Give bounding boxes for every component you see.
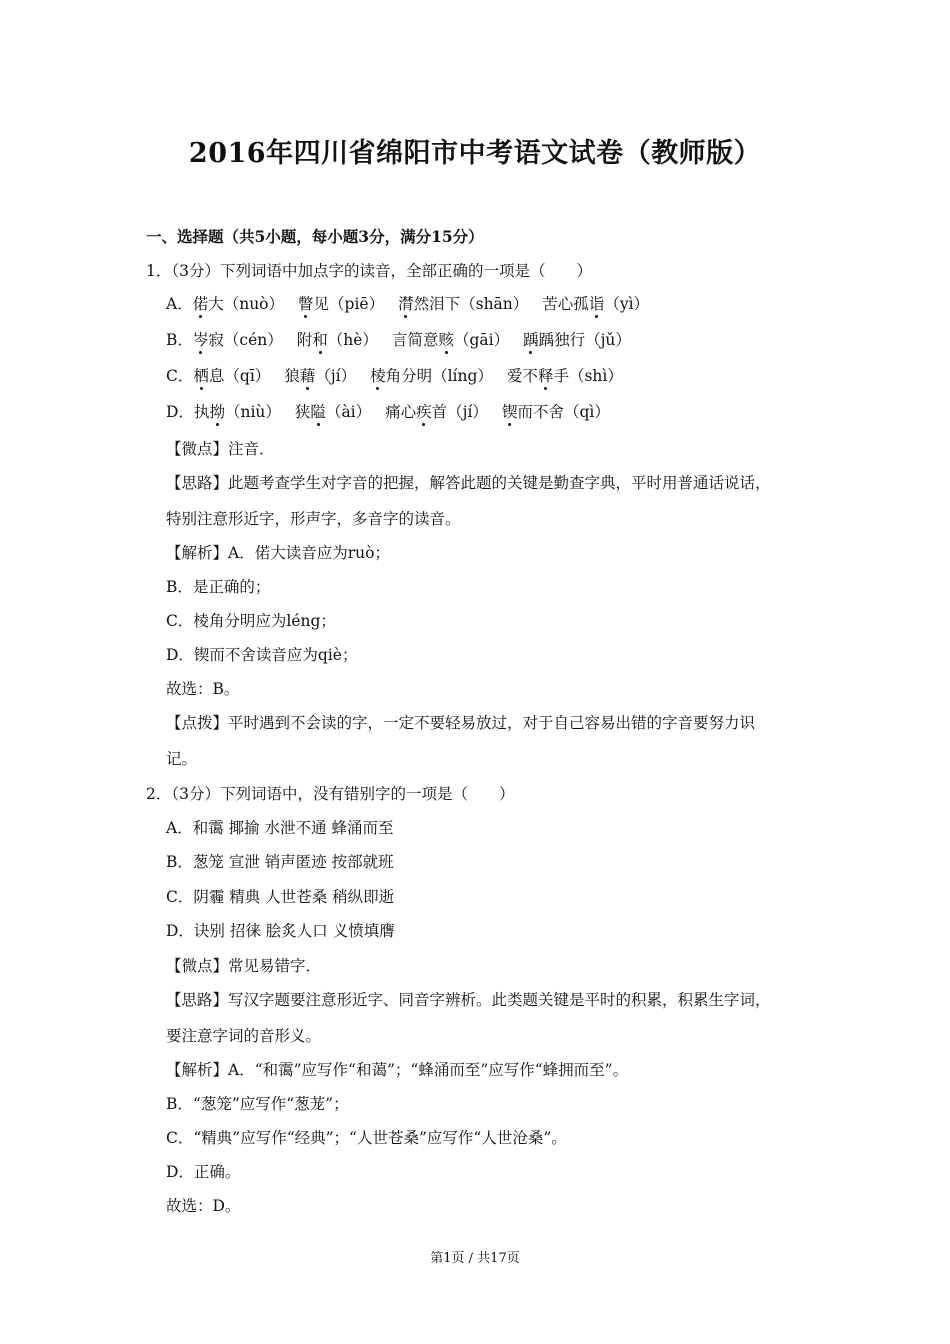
q1-jiexi-line: D．锲而不舍读音应为qiè； (166, 646, 358, 664)
dotted-char: 偌 (192, 295, 209, 313)
option-label: B． (166, 331, 193, 349)
q2-option-c: C．阴霾 精典 人世苍桑 稍纵即逝 (166, 888, 395, 906)
dotted-char: 隘 (310, 403, 326, 421)
dotted-char: 栖 (193, 367, 209, 385)
q1-jiexi-line: C．棱角分明应为léng； (166, 612, 336, 630)
q1-option-d (166, 402, 610, 422)
q1-option-a (166, 294, 649, 314)
option-text: （jí） (315, 367, 357, 385)
option-text: （yì） (604, 295, 650, 313)
dotted-char: 锲 (501, 403, 518, 421)
q2-silu-line2: 要注意字词的音形义。 (166, 1027, 322, 1045)
dotted-char: 潸 (398, 295, 414, 313)
dotted-char: 释 (537, 367, 554, 385)
dotted-char: 诣 (588, 295, 605, 313)
dotted-char: 踽 (523, 331, 539, 349)
dotted-char: 疾 (416, 403, 432, 421)
q2-jiexi-line: C．“精典”应写作“经典”；“人世苍桑”应写作“人世沧桑”。 (166, 1129, 567, 1147)
q1-jiexi-line: B．是正确的； (166, 578, 271, 596)
q2-answer: 故选：D。 (166, 1197, 241, 1215)
option-text: 踽独行（jǔ） (538, 331, 631, 349)
option-text: 爱不 (506, 367, 538, 385)
option-text: 首（jí） (431, 403, 488, 421)
dotted-char: 和 (312, 331, 328, 349)
q1-option-c (166, 366, 623, 386)
q2-weidian: 【微点】常见易错字． (166, 957, 322, 975)
option-text: 角分明（líng） (385, 367, 493, 385)
question-2-stem: 2．（3分）下列词语中，没有错别字的一项是（ ） (146, 785, 515, 803)
option-text: 附 (296, 331, 313, 349)
dotted-char: 赅 (438, 331, 454, 349)
option-text: 狼 (284, 367, 300, 385)
q1-weidian: 【微点】注音． (166, 440, 275, 458)
option-label: A． (166, 295, 193, 313)
option-text: 手（shì） (553, 367, 623, 385)
dotted-char: 岑 (192, 331, 209, 349)
page-title: 2016年四川省绵阳市中考语文试卷（教师版） (188, 138, 762, 169)
q2-jiexi-line: B．“葱笼”应写作“葱茏”； (166, 1095, 349, 1113)
dotted-char: 藉 (299, 367, 316, 385)
q1-silu-line1: 【思路】此题考查学生对字音的把握，解答此题的关键是勤查字典，平时用普通话说话， (166, 474, 771, 492)
q2-option-a: A．和霭 揶揄 水泄不通 蜂涌而至 (166, 819, 394, 837)
section-heading: 一、选择题（共5小题，每小题3分，满分15分） (146, 227, 484, 246)
q1-answer: 故选：B。 (166, 680, 240, 698)
option-text: 息（qī） (208, 367, 271, 385)
q2-option-b: B．葱笼 宣泄 销声匿迹 按部就班 (166, 853, 394, 871)
dotted-char: 瞥 (298, 295, 314, 313)
option-text: 苦心孤 (542, 295, 589, 313)
option-text: （hè） (327, 331, 378, 349)
dotted-char: 拗 (209, 403, 225, 421)
option-text: 见（piē） (313, 295, 385, 313)
option-text: 执 (193, 403, 210, 421)
q1-option-b (166, 330, 631, 350)
q1-dianbo-line2: 记。 (166, 750, 198, 768)
option-text: 言简意 (391, 331, 439, 349)
q2-option-d: D．诀别 招徕 脍炙人口 义愤填膺 (166, 922, 395, 940)
option-label: C． (166, 367, 194, 385)
option-text: （niù） (224, 403, 281, 421)
q2-jiexi-line: 【解析】A．“和霭”应写作“和蔼”；“蜂涌而至”应写作“蜂拥而至”。 (166, 1061, 629, 1079)
option-label: D． (166, 403, 194, 421)
q1-dianbo-line1: 【点拨】平时遇到不会读的字，一定不要轻易放过，对于自己容易出错的字音要努力识 (166, 714, 756, 732)
q1-silu-line2: 特别注意形近字，形声字，多音字的读音。 (166, 510, 461, 528)
dotted-char: 棱 (370, 367, 386, 385)
option-text: 然泪下（shān） (413, 295, 529, 313)
option-text: （gāi） (453, 331, 510, 349)
option-text: 痛心 (385, 403, 417, 421)
option-text: 大（nuò） (208, 295, 285, 313)
option-text: 寂（cén） (208, 331, 283, 349)
option-text: 狭 (294, 403, 311, 421)
q1-jiexi-line: 【解析】A．偌大读音应为ruò； (166, 544, 390, 562)
q2-silu-line1: 【思路】写汉字题要注意形近字、同音字辨析。此类题关键是平时的积累，积累生字词， (166, 991, 771, 1009)
option-text: （ài） (325, 403, 372, 421)
question-1-stem: 1．（3分）下列词语中加点字的读音，全部正确的一项是（ ） (146, 262, 592, 280)
page-number-footer: 第1页 / 共17页 (430, 1251, 520, 1266)
option-text: 而不舍（qì） (517, 403, 610, 421)
q2-jiexi-line: D．正确。 (166, 1163, 241, 1181)
